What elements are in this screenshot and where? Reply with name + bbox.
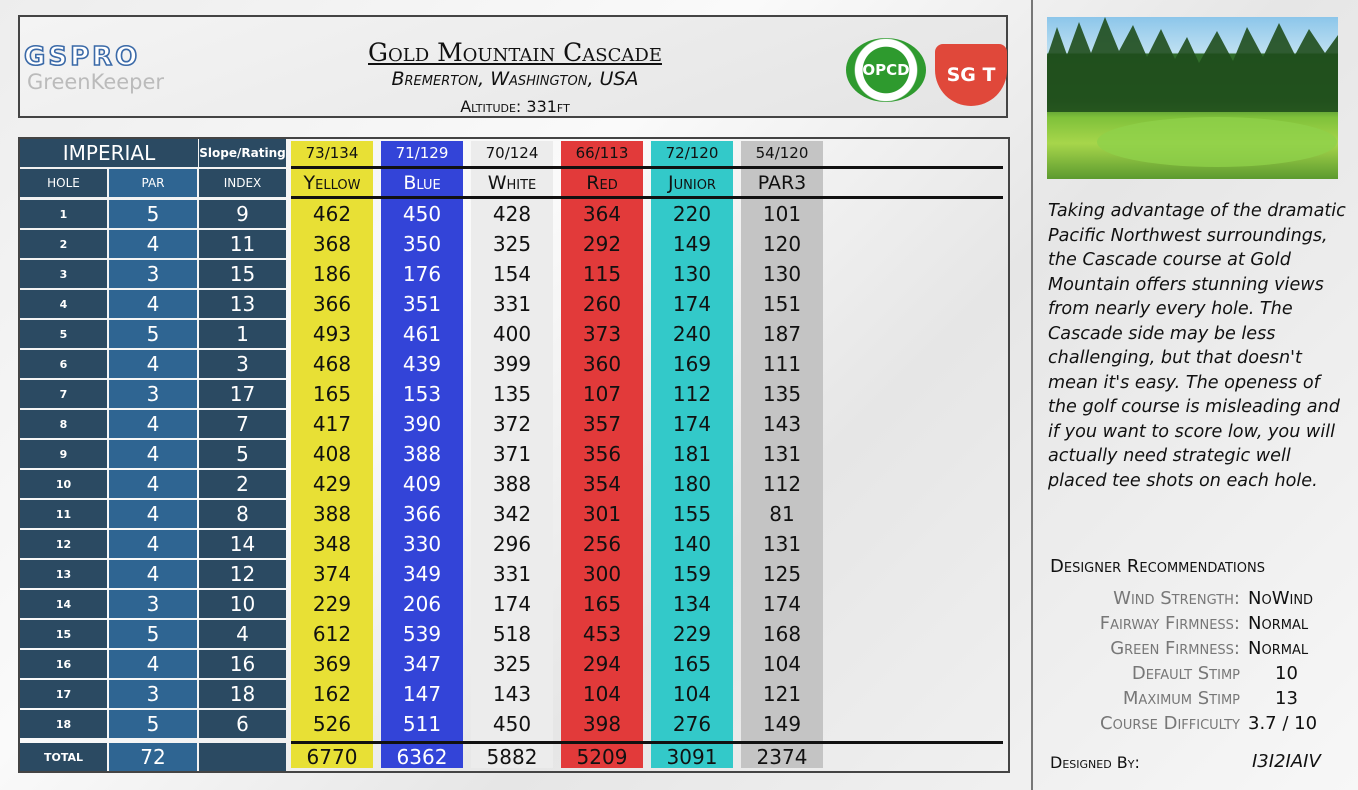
tee-yardage: 121 — [762, 682, 802, 706]
tee-rating: 72/120 — [665, 144, 719, 162]
tee-yardage: 399 — [492, 352, 532, 376]
tee-yardage: 331 — [492, 562, 532, 586]
rec-value: 10 — [1275, 663, 1298, 684]
par-value: 4 — [109, 440, 197, 468]
index-value: 6 — [199, 710, 286, 738]
tee-yardage: 240 — [672, 322, 712, 346]
hole-number: 13 — [20, 560, 107, 588]
tee-yardage: 468 — [312, 352, 352, 376]
hole-number: 14 — [20, 590, 107, 618]
course-title: Gold Mountain Cascade — [368, 38, 662, 67]
hole-number: 4 — [20, 290, 107, 318]
par-value: 4 — [109, 560, 197, 588]
tee-total: 5209 — [576, 745, 628, 769]
tee-yardage: 511 — [402, 712, 442, 736]
tee-yardage: 526 — [312, 712, 352, 736]
tee-yardage: 162 — [312, 682, 352, 706]
rec-label: Maximum Stimp — [1122, 688, 1240, 709]
tee-yardage: 348 — [312, 532, 352, 556]
tee-yardage: 347 — [402, 652, 442, 676]
hole-number: 16 — [20, 650, 107, 678]
tee-yardage: 168 — [762, 622, 802, 646]
tee-total: 3091 — [666, 745, 718, 769]
tee-yardage: 125 — [762, 562, 802, 586]
index-value: 16 — [199, 650, 286, 678]
tee-rating: 70/124 — [485, 144, 539, 162]
tee-yardage: 354 — [582, 472, 622, 496]
index-value: 1 — [199, 320, 286, 348]
hole-number: 11 — [20, 500, 107, 528]
tee-yardage: 429 — [312, 472, 352, 496]
tee-total: 2374 — [756, 745, 808, 769]
greenkeeper-logo: GreenKeeper — [27, 70, 165, 94]
rec-label: Fairway Firmness: — [1099, 613, 1240, 634]
tee-rating: 73/134 — [305, 144, 359, 162]
tee-yardage: 371 — [492, 442, 532, 466]
tee-yardage: 115 — [582, 262, 622, 286]
tee-yardage: 325 — [492, 652, 532, 676]
tree-line-icon — [1047, 17, 1338, 179]
tee-name: PAR3 — [757, 172, 807, 194]
tee-yardage: 187 — [762, 322, 802, 346]
tee-yardage: 134 — [672, 592, 712, 616]
total-index-blank — [199, 743, 286, 771]
tee-yardage: 169 — [672, 352, 712, 376]
hole-number: 12 — [20, 530, 107, 558]
hole-number: 18 — [20, 710, 107, 738]
hole-number: 15 — [20, 620, 107, 648]
tee-yardage: 165 — [672, 652, 712, 676]
tee-yardage: 351 — [402, 292, 442, 316]
tee-yardage: 147 — [402, 682, 442, 706]
tee-yardage: 462 — [312, 202, 352, 226]
par-value: 4 — [109, 350, 197, 378]
tee-yardage: 176 — [402, 262, 442, 286]
tee-yardage: 296 — [492, 532, 532, 556]
par-value: 3 — [109, 590, 197, 618]
tee-rating: 71/129 — [395, 144, 449, 162]
tee-yardage: 174 — [672, 412, 712, 436]
tee-yardage: 292 — [582, 232, 622, 256]
par-header: PAR — [109, 169, 197, 197]
tee-yardage: 366 — [312, 292, 352, 316]
index-value: 4 — [199, 620, 286, 648]
tee-yardage: 612 — [312, 622, 352, 646]
rec-value: 3.7 / 10 — [1248, 713, 1318, 734]
designer-name: I3I2IAIV — [1252, 751, 1321, 772]
tee-yardage: 398 — [582, 712, 622, 736]
hole-number: 2 — [20, 230, 107, 258]
total-label: TOTAL — [20, 743, 107, 771]
tee-yardage: 220 — [672, 202, 712, 226]
tee-yardage: 300 — [582, 562, 622, 586]
tee-yardage: 357 — [582, 412, 622, 436]
tee-yardage: 181 — [672, 442, 712, 466]
tee-yardage: 81 — [769, 502, 795, 526]
tee-yardage: 165 — [312, 382, 352, 406]
slope-rating-label: Slope/Rating — [199, 139, 286, 167]
tee-yardage: 390 — [402, 412, 442, 436]
tee-yardage: 369 — [312, 652, 352, 676]
tee-yardage: 174 — [492, 592, 532, 616]
tee-yardage: 356 — [582, 442, 622, 466]
tee-yardage: 518 — [492, 622, 532, 646]
index-value: 18 — [199, 680, 286, 708]
par-value: 3 — [109, 260, 197, 288]
hole-number: 6 — [20, 350, 107, 378]
par-value: 4 — [109, 290, 197, 318]
tee-yardage: 101 — [762, 202, 802, 226]
tee-yardage: 174 — [762, 592, 802, 616]
tee-yardage: 373 — [582, 322, 622, 346]
panel-divider — [1031, 0, 1033, 790]
tee-yardage: 229 — [312, 592, 352, 616]
tee-yardage: 112 — [762, 472, 802, 496]
tee-yardage: 349 — [402, 562, 442, 586]
par-value: 4 — [109, 650, 197, 678]
hole-number: 1 — [20, 200, 107, 228]
tee-yardage: 364 — [582, 202, 622, 226]
course-location: Bremerton, Washington, USA — [391, 68, 639, 90]
course-photo — [1047, 17, 1338, 179]
course-altitude: Altitude: 331ft — [460, 97, 570, 116]
rec-value: Normal — [1248, 613, 1309, 634]
rec-value: 13 — [1275, 688, 1298, 709]
tee-yardage: 325 — [492, 232, 532, 256]
tee-yardage: 450 — [492, 712, 532, 736]
tee-yardage: 143 — [492, 682, 532, 706]
hole-number: 5 — [20, 320, 107, 348]
hole-number: 3 — [20, 260, 107, 288]
tee-yardage: 151 — [762, 292, 802, 316]
sgt-badge-icon: SG T — [935, 44, 1007, 106]
tee-yardage: 174 — [672, 292, 712, 316]
tee-name: White — [487, 172, 537, 194]
rec-label: Wind Strength: — [1113, 588, 1240, 609]
hole-number: 7 — [20, 380, 107, 408]
table-rule — [291, 196, 1003, 199]
par-value: 4 — [109, 500, 197, 528]
rec-value: NoWind — [1248, 588, 1314, 609]
tee-total: 5882 — [486, 745, 538, 769]
tee-yardage: 112 — [672, 382, 712, 406]
tee-yardage: 408 — [312, 442, 352, 466]
tee-yardage: 140 — [672, 532, 712, 556]
tee-yardage: 539 — [402, 622, 442, 646]
tee-yardage: 461 — [402, 322, 442, 346]
total-par: 72 — [109, 743, 197, 771]
tee-yardage: 417 — [312, 412, 352, 436]
tee-yardage: 149 — [762, 712, 802, 736]
tee-yardage: 154 — [492, 262, 532, 286]
tee-yardage: 388 — [402, 442, 442, 466]
tee-yardage: 135 — [492, 382, 532, 406]
tee-yardage: 366 — [402, 502, 442, 526]
rec-label: Course Difficulty — [1100, 713, 1240, 734]
imperial-label: IMPERIAL — [20, 139, 198, 167]
tee-yardage: 165 — [582, 592, 622, 616]
rec-label: Green Firmness: — [1110, 638, 1240, 659]
index-value: 9 — [199, 200, 286, 228]
tee-yardage: 450 — [402, 202, 442, 226]
tee-yardage: 107 — [582, 382, 622, 406]
tee-yardage: 131 — [762, 442, 802, 466]
tee-yardage: 120 — [762, 232, 802, 256]
rec-label: Default Stimp — [1131, 663, 1240, 684]
tee-total: 6770 — [306, 745, 358, 769]
par-value: 5 — [109, 620, 197, 648]
hole-number: 8 — [20, 410, 107, 438]
tee-yardage: 260 — [582, 292, 622, 316]
index-value: 17 — [199, 380, 286, 408]
tee-yardage: 368 — [312, 232, 352, 256]
recommendations-title: Designer Recommendations — [1050, 556, 1265, 577]
par-value: 3 — [109, 680, 197, 708]
table-rule — [291, 166, 1003, 169]
tee-yardage: 409 — [402, 472, 442, 496]
tee-yardage: 111 — [762, 352, 802, 376]
hole-number: 10 — [20, 470, 107, 498]
index-value: 11 — [199, 230, 286, 258]
index-value: 3 — [199, 350, 286, 378]
tee-yardage: 294 — [582, 652, 622, 676]
index-value: 7 — [199, 410, 286, 438]
par-value: 4 — [109, 470, 197, 498]
tee-yardage: 350 — [402, 232, 442, 256]
par-value: 5 — [109, 710, 197, 738]
tee-yardage: 153 — [402, 382, 442, 406]
par-value: 4 — [109, 530, 197, 558]
tee-yardage: 135 — [762, 382, 802, 406]
tee-rating: 54/120 — [755, 144, 809, 162]
index-value: 10 — [199, 590, 286, 618]
tee-yardage: 104 — [672, 682, 712, 706]
tee-yardage: 206 — [402, 592, 442, 616]
tee-yardage: 372 — [492, 412, 532, 436]
tee-yardage: 130 — [672, 262, 712, 286]
tee-name: Junior — [668, 172, 716, 194]
index-value: 15 — [199, 260, 286, 288]
tee-yardage: 180 — [672, 472, 712, 496]
par-value: 3 — [109, 380, 197, 408]
tee-yardage: 400 — [492, 322, 532, 346]
tee-yardage: 331 — [492, 292, 532, 316]
tee-yardage: 388 — [492, 472, 532, 496]
tee-yardage: 155 — [672, 502, 712, 526]
table-rule — [291, 741, 1003, 744]
tee-yardage: 229 — [672, 622, 712, 646]
index-value: 8 — [199, 500, 286, 528]
tee-yardage: 428 — [492, 202, 532, 226]
tee-yardage: 186 — [312, 262, 352, 286]
tee-yardage: 439 — [402, 352, 442, 376]
designed-by-label: Designed By: — [1050, 753, 1140, 772]
tee-yardage: 360 — [582, 352, 622, 376]
index-value: 12 — [199, 560, 286, 588]
index-value: 13 — [199, 290, 286, 318]
par-value: 4 — [109, 410, 197, 438]
tee-yardage: 256 — [582, 532, 622, 556]
hole-number: 9 — [20, 440, 107, 468]
tee-yardage: 453 — [582, 622, 622, 646]
course-description: Taking advantage of the dramatic Pacific Northwest surroundings, the Cascade course at Gold Mountain offers stunning views from nearly every hole. The Cascade side may be less challenging, but that doesn't mean it's easy. The openess of the golf course is misleading and if you want to score low, you will actually need strategic well placed tee shots on each hole. — [1048, 201, 1346, 491]
tee-name: Red — [586, 172, 618, 194]
tee-yardage: 159 — [672, 562, 712, 586]
tee-yardage: 143 — [762, 412, 802, 436]
tee-yardage: 374 — [312, 562, 352, 586]
tee-yardage: 388 — [312, 502, 352, 526]
par-value: 4 — [109, 230, 197, 258]
opcd-badge-icon: OPCD — [846, 38, 926, 102]
index-value: 14 — [199, 530, 286, 558]
tee-yardage: 104 — [762, 652, 802, 676]
index-value: 5 — [199, 440, 286, 468]
tee-yardage: 493 — [312, 322, 352, 346]
tee-name: Blue — [403, 172, 441, 194]
tee-yardage: 104 — [582, 682, 622, 706]
index-value: 2 — [199, 470, 286, 498]
tee-yardage: 276 — [672, 712, 712, 736]
tee-yardage: 301 — [582, 502, 622, 526]
tee-yardage: 130 — [762, 262, 802, 286]
tee-yardage: 330 — [402, 532, 442, 556]
par-value: 5 — [109, 200, 197, 228]
hole-header: HOLE — [20, 169, 107, 197]
hole-number: 17 — [20, 680, 107, 708]
tee-yardage: 342 — [492, 502, 532, 526]
tee-rating: 66/113 — [575, 144, 629, 162]
tee-total: 6362 — [396, 745, 448, 769]
tee-yardage: 149 — [672, 232, 712, 256]
rec-value: Normal — [1248, 638, 1309, 659]
tee-name: Yellow — [303, 172, 361, 194]
tee-yardage: 131 — [762, 532, 802, 556]
gspro-logo: GSPRO — [24, 42, 141, 72]
par-value: 5 — [109, 320, 197, 348]
index-header: INDEX — [199, 169, 286, 197]
